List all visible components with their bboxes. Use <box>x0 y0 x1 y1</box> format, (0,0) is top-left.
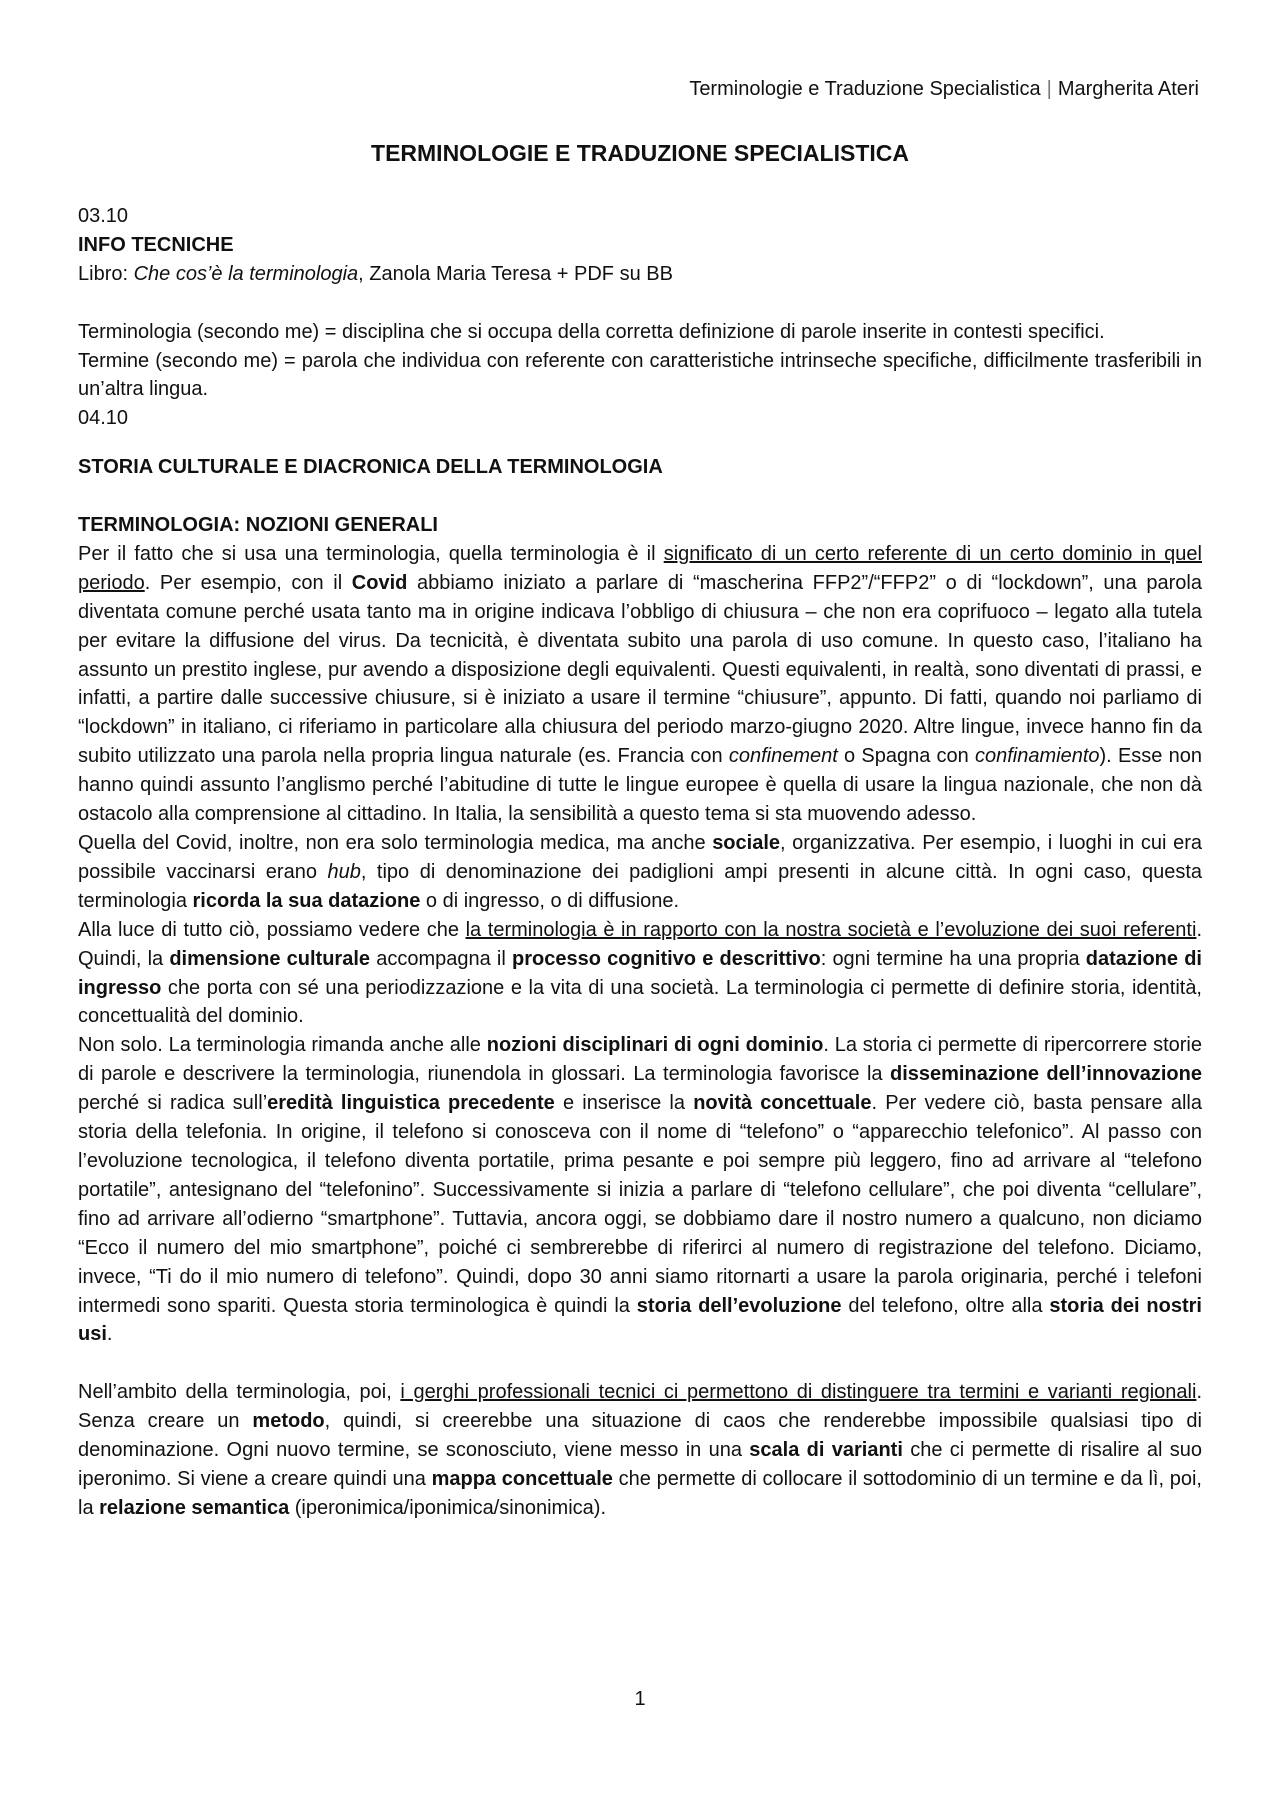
document-body <box>78 202 1202 1523</box>
page-number: 1 <box>634 1688 646 1710</box>
book-reference <box>78 260 1202 289</box>
definition-terminologia: Terminologia (secondo me) = disciplina che si occupa della corretta definizione di parole inserite in contesti specifici. <box>78 320 1105 343</box>
date-stamp: 04.10 <box>78 407 129 430</box>
book-label: Libro: <box>78 262 134 285</box>
section-heading: INFO TECNICHE <box>78 233 234 256</box>
header-course: Terminologie e Traduzione Specialistica <box>689 78 1041 100</box>
header-separator: | <box>1046 78 1052 100</box>
date-stamp: 03.10 <box>78 205 129 227</box>
section-heading: STORIA CULTURALE E DIACRONICA DELLA TERMINOLOGIA <box>78 456 663 479</box>
paragraph: Non solo. La terminologia rimanda anche alle nozioni disciplinari di ogni dominio. La storia ci permette di ripercorrere storie di parole e descrivere la terminologia, riunendola in glossari. La terminologia favorisce la disseminazione dell’innovazione perché si radica sull’eredità linguistica precedente e inserisce la novità concettuale. Per vedere ciò, basta pensare alla storia della telefonia. In origine, il telefono si conosceva con il nome di “telefono” o “apparecchio telefonico”. Al passo con l’evoluzione tecnologica, il telefono diventa portatile, prima pesante e poi sempre più leggero, fino ad arrivare al “telefono portatile”, antesignano del “telefonino”. Successivamente si inizia a parlare di “telefono cellulare”, che poi diventa “cellulare”, fino ad arrivare all’odierno “smartphone”. Tuttavia, ancora oggi, se dobbiamo dare il nostro numero a qualcuno, non diciamo “Ecco il numero del mio smartphone”, poiché ci sembrerebbe di riferirci al numero di registrazione del telefono. Diciamo, invece, “Ti do il mio numero di telefono”. Quindi, dopo 30 anni siamo ritornarti a usare la parola originaria, perché i telefoni intermedi sono spariti. Questa storia terminologica è quindi la storia dell’evoluzione del telefono, oltre alla storia dei nostri usi. <box>78 1034 1202 1346</box>
paragraph: Per il fatto che si usa una terminologia, quella terminologia è il significato di un certo referente di un certo dominio in quel periodo. Per esempio, con il Covid abbiamo iniziato a parlare di “mascherina FFP2”/“FFP2” o di “lockdown”, una parola diventata comune perché usata tanto ma in origine indicava l’obbligo di chiusura – che non era coprifuoco – legato alla tutela per evitare la diffusione del virus. Da tecnicità, è diventata subito una parola di uso comune. In questo caso, l’italiano ha assunto un prestito inglese, pur avendo a disposizione degli equivalenti. Questi equivalenti, in realtà, sono diventati di prassi, e infatti, a partire dalle successive chiusure, si è iniziato a usare il termine “chiusure”, appunto. Di fatti, quando noi parliamo di “lockdown” in italiano, ci riferiamo in particolare alla chiusura del periodo marzo-giugno 2020. Altre lingue, invece hanno fin da subito utilizzato una parola nella propria lingua naturale (es. Francia con confinement o Spagna con confinamiento). Esse non hanno quindi assunto l’anglismo perché l’abitudine di tutte le lingue europee è quella di usare la lingua nazionale, che non dà ostacolo alla comprensione al cittadino. In Italia, la sensibilità a questo tema si sta muovendo adesso. <box>78 542 1202 826</box>
paragraph: Alla luce di tutto ciò, possiamo vedere che la terminologia è in rapporto con la nostra società e l’evoluzione dei suoi referenti. Quindi, la dimensione culturale accompagna il processo cognitivo e descrittivo: ogni termine ha una propria datazione di ingresso che porta con sé una periodizzazione e la vita di una società. La terminologia ci permette di definire storia, identità, concettualità del dominio. <box>78 918 1202 1028</box>
header-author: Margherita Ateri <box>1057 78 1199 100</box>
subsection-heading: TERMINOLOGIA: NOZIONI GENERALI <box>78 514 438 537</box>
paragraph: Quella del Covid, inoltre, non era solo terminologia medica, ma anche sociale, organizzativa. Per esempio, i luoghi in cui era possibile vaccinarsi erano hub, tipo di denominazione dei padiglioni ampi presenti in alcune città. In ogni caso, questa terminologia ricorda la sua datazione o di ingresso, o di diffusione. <box>78 832 1203 912</box>
book-rest: , Zanola Maria Teresa + PDF su BB <box>358 262 673 285</box>
book-title: Che cos’è la terminologia <box>133 262 359 285</box>
paragraph: Nell’ambito della terminologia, poi, i gerghi professionali tecnici ci permettono di distinguere tra termini e varianti regionali. Senza creare un metodo, quindi, si creerebbe una situazione di caos che renderebbe impossibile qualsiasi tipo di denominazione. Ogni nuovo termine, se sconosciuto, viene messo in una scala di varianti che ci permette di risalire al suo iperonimo. Si viene a creare quindi una mappa concettuale che permette di collocare il sottodominio di un termine e da lì, poi, la relazione semantica (iperonimica/iponimica/sinonimica). <box>78 1381 1203 1519</box>
document-title: TERMINOLOGIE E TRADUZIONE SPECIALISTICA <box>371 140 909 166</box>
running-header <box>689 78 1199 101</box>
definition-termine: Termine (secondo me) = parola che individua con referente con caratteristiche intrinseche specifiche, difficilmente trasferibili in un’altra lingua. <box>78 349 1202 401</box>
